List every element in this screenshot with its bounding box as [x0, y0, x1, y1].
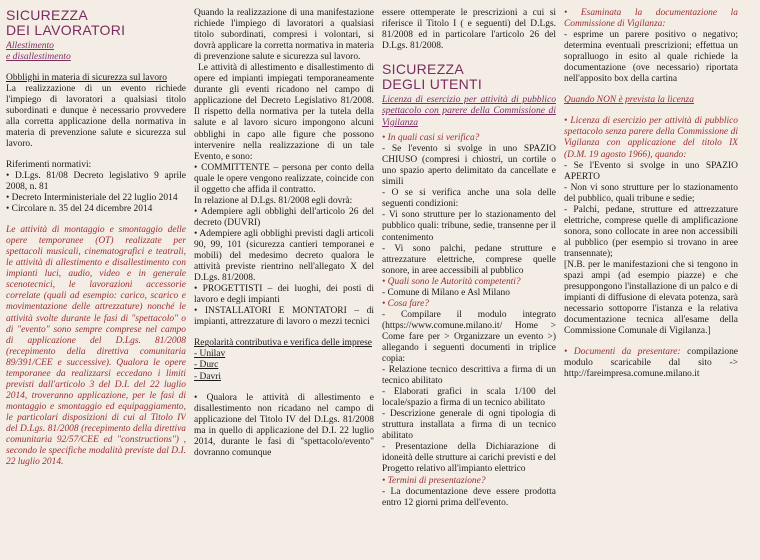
column-worker-safety [6, 8, 186, 560]
answer-text: - Se l'Evento si svolge in uno SPAZIO APERTO [564, 160, 738, 182]
regularity-item: - Davri [194, 371, 221, 382]
obligations-heading: Obblighi in materia di sicurezza sul lavoro [6, 72, 167, 83]
bullet-item: • COMMITTENTE – persona per conto della quale le opere vengono realizzate, coincide con il oggetto che affida il contratto. [194, 162, 374, 195]
answer-text: - Vi sono palchi, pedane strutture e attrezzature elettriche, comprese quelle sonore, in aree accessibili al pubblico [382, 243, 556, 276]
bullet-item: • PROGETTISTI – dei luoghi, dei posti di lavoro e degli impianti [194, 284, 374, 306]
reference-item: • D.Lgs. 81/08 Decreto legislativo 9 aprile 2008, n. 81 [6, 170, 186, 193]
title-line: SICUREZZA [6, 8, 89, 23]
question-heading: • Esaminata la documentazione la Commissione di Vigilanza: [564, 8, 738, 30]
references-heading: Riferimenti normativi: [6, 159, 92, 170]
subtitle-line: e disallestimento [6, 51, 71, 63]
bullet-item: • Adempiere agli obblighi previsti dagli articoli 90, 99, 101 (sicurezza cantieri temporanei e mobili) del medesimo decreto qualora le attività previste rientrino nell'allegato X del D.Lgs. 81/2008. [194, 228, 374, 284]
answer-text: - Vi sono strutture per lo stazionamento del pubblico quali: tribune, sedie, transenne per il contenimento [382, 210, 556, 243]
note-text: [N.B. per le manifestazioni che si tengono in spazi ampi (ad esempio piazze) e che presuppongono l'installazione di un palco e di impianti di diffusione di elevata potenza, sarà necessario sottoporre l'istanza e la relativa documentazione tecnica all'esame della Commissione Comunale di Vigilanza.] [564, 259, 738, 337]
reference-item: • Decreto Interministeriale del 22 luglio 2014 [6, 193, 178, 204]
paragraph: Le attività di allestimento e disallestimento di opere ed impianti impiegati temporaneamente durante gli eventi ricadono nel campo di applicazione del Decreto Legislativo 81/2008. Il rispetto della normativa per la tutela della salute e al lavoro sicuro impongono alcuni obblighi in capo alle figure che possono intervenire nella realizzazione di un tale Evento, e sono: [194, 63, 374, 162]
bullet-item: • Adempiere agli obblighi dell'articolo 26 del decreto (DUVRI) [194, 206, 374, 228]
documents-text: compilazione modulo scaricabile dal sito -> http://fareimpresa.comune.milano.it [564, 347, 738, 380]
regularity-heading: Regolarità contributiva e verifica delle imprese [194, 338, 372, 349]
column-user-safety [382, 8, 556, 560]
column-obligations [194, 8, 374, 560]
section-title-user-safety [382, 62, 556, 92]
list-item: - Relazione tecnico descrittiva a firma di un tecnico abilitato [382, 365, 556, 387]
section-subtitle [6, 40, 186, 63]
title-line: DEI LAVORATORI [6, 22, 126, 38]
documents-paragraph [564, 347, 738, 380]
question-heading: • In quali casi si verifica? [382, 133, 480, 144]
list-item: - Elaborati grafici in scala 1/100 del locale/spazio a firma di un tecnico abilitato [382, 387, 556, 409]
answer-text: - Non vi sono strutture per lo stazionamento del pubblico, quali tribune e sedie; [564, 182, 738, 204]
list-item: - Presentazione della Dichiarazione di idoneità delle strutture ai carichi previsti e del Progetto relativo all'impianto elettrico [382, 442, 556, 475]
answer-text: - Compilare il modulo integrato (https://www.comune.milano.it/ Home > Come fare per > Organizzare un evento >) allegando i seguenti documenti in triplice copia: [382, 309, 556, 365]
answer-text: - Comune di Milano e Asl Milano [382, 287, 510, 298]
answer-text: - esprime un parere positivo o negativo; determina eventuali prescrizioni; effettua un sopralluogo in esito al quale richiede la documentazione (ove necessario) riportata nell'apposito box della cartina [564, 30, 738, 85]
question-heading: • Quali sono le Autorità competenti? [382, 276, 521, 287]
column-commission [564, 8, 738, 560]
answer-text: - O se si verifica anche una sola delle seguenti condizioni: [382, 188, 556, 210]
section-title-worker-safety [6, 8, 186, 38]
answer-text: - La documentazione deve essere prodotta entro 12 giorni prima dell'evento. [382, 486, 556, 508]
paragraph: In relazione al D.Lgs. 81/2008 egli dovrà: [194, 195, 353, 206]
bullet-item: • Qualora le attività di allestimento e disallestimento non ricadano nel campo di applicazione del Titolo IV del D.Lgs. 81/2008 ma in quello di applicazione del D.I. 22 luglio 2014, durante le fasi di "spettacolo/evento" dovranno comunque [194, 392, 374, 458]
paragraph: Quando la realizzazione di una manifestazione richiede l'impiego di lavoratori a qualsiasi titolo subordinati, compresi i volontari, si dovrà applicare la corretta normativa in materia di prevenzione salute e sicurezza sul lavoro. [194, 8, 374, 63]
list-item: - Descrizione generale di ogni tipologia di struttura installata a firma di un tecnico abilitato [382, 409, 556, 442]
subtitle-line: Allestimento [6, 40, 54, 51]
question-heading: • Termini di presentazione? [382, 475, 486, 486]
title-line: DEGLI UTENTI [382, 76, 483, 93]
paragraph: essere ottemperate le prescrizioni a cui si riferisce il Titolo I ( e seguenti) del D.Lgs. 81/2008 ed in particolare l'articolo 26 del D.Lgs. 81/2008. [382, 8, 556, 52]
regularity-item: - Durc [194, 360, 219, 371]
regularity-item: - Unilav [194, 349, 226, 360]
section-subtitle: Licenza di esercizio per attività di pubblico spettacolo con parere della Commissione di Vigilanza [382, 94, 556, 128]
answer-text: - Se l'evento si svolge in uno SPAZIO CHIUSO (compresi i chiostri, un cortile o uno spazio aperto delimitato da cancellate e simili [382, 144, 556, 188]
license-paragraph: • Licenza di esercizio per attività di pubblico spettacolo senza parere della Commissione di Vigilanza con applicazione del titolo IX (D.M. 19 agosto 1966), quando: [564, 116, 738, 160]
italic-notice: Le attività di montaggio e smontaggio delle opere temporanee (OT) realizzate per spettacoli musicali, cinematografici e teatrali, le attività di allestimento e disallestimento con impianti luci, audio, video e in generale scenotecnici, le lavorazioni accessorie correlate (quali ad esempio: carico, scarico e movimentazione delle attrezzature) nonché le attività svolte durante le fasi di "spettacolo" o di "evento" sono sempre comprese nel campo di applicazione del D.Lgs. 81/2008 (recepimento della direttiva comunitaria 89/391/CEE e successive). Qualora le opere temporanee da realizzarsi eccedano i limiti previsti dall'articolo 3 del D.I. del 22 luglio 2014, troveranno applicazione, per le fasi di montaggio e smontaggio ed equipaggiamento, le particolari disposizioni di cui al Titolo IV del D.Lgs. 81/2008 (recepimento della direttiva comunitaria 92/57/CEE ed "constructions") , secondo le specifiche modalità previste dal D.I. 22 luglio 2014. [6, 225, 186, 468]
license-not-required-heading: Quando NON è prevista la licenza [564, 95, 694, 106]
documents-label: • Documenti da presentare: [564, 347, 681, 358]
bullet-item: • INSTALLATORI E MONTATORI – di impianti, attrezzature di lavoro o mezzi tecnici [194, 306, 374, 328]
obligations-text: La realizzazione di un evento richiede l'impiego di lavoratori a qualsiasi titolo subordinati e dunque è necessario provvedere alla corretta applicazione della normativa in materia di prevenzione salute e sicurezza sul lavoro. [6, 83, 186, 149]
title-line: SICUREZZA [382, 61, 465, 78]
reference-item: • Circolare n. 35 del 24 dicembre 2014 [6, 204, 153, 215]
question-heading: • Cosa fare? [382, 298, 429, 309]
answer-text: - Palchi, pedane, strutture ed attrezzature elettriche, comprese quelle di amplificazione sonora, sono collocate in aree non accessibili al pubblico (per esempio si trovano in aree transennate); [564, 204, 738, 259]
